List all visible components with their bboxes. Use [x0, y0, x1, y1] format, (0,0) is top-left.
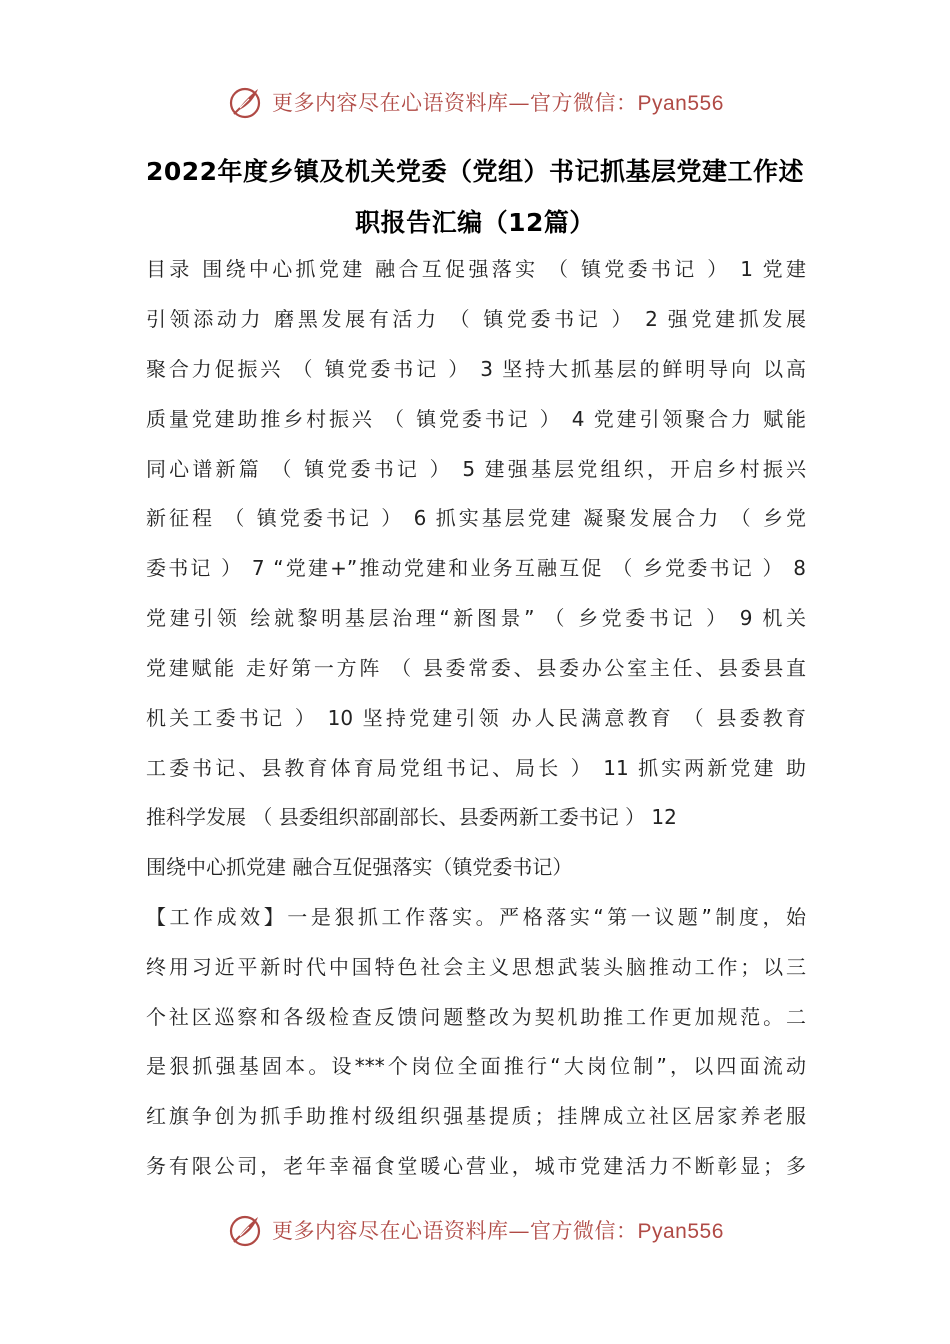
quill-logo-icon [228, 84, 264, 120]
body-text-line: 个社区巡察和各级检查反馈问题整改为契机助推工作更加规范。二 [146, 1005, 806, 1029]
toc-line: 推科学发展 （ 县委组织部副部长、县委两新工委书记 ） 12 [146, 805, 677, 829]
toc-line: 新征程 （ 镇党委书记 ） 6 抓实基层党建 凝聚发展合力 （ 乡党 [146, 506, 806, 530]
body-text-line: 终用习近平新时代中国特色社会主义思想武装头脑推动工作；以三 [146, 955, 806, 979]
watermark-banner-top [228, 82, 724, 122]
wechat-id: Pyan556 [637, 1220, 724, 1243]
toc-line: 质量党建助推乡村振兴 （ 镇党委书记 ） 4 党建引领聚合力 赋能 [146, 407, 806, 431]
wechat-id: Pyan556 [637, 92, 724, 115]
toc-line: 工委书记、县教育体育局党组书记、局长 ） 11 抓实两新党建 助 [146, 756, 806, 780]
body-text-line: 【工作成效】一是狠抓工作落实。严格落实“第一议题”制度，始 [146, 905, 806, 929]
body-text-line: 务有限公司，老年幸福食堂暖心营业，城市党建活力不断彰显；多 [146, 1154, 806, 1178]
toc-line: 委书记 ） 7 “党建+”推动党建和业务互融互促 （ 乡党委书记 ） 8 [146, 556, 806, 580]
watermark-label: 更多内容尽在心语资料库—官方微信： [272, 1219, 638, 1243]
toc-line: 党建赋能 走好第一方阵 （ 县委常委、县委办公室主任、县委县直 [146, 656, 806, 680]
toc-line: 机关工委书记 ） 10 坚持党建引领 办人民满意教育 （ 县委教育 [146, 706, 806, 730]
toc-line: 党建引领 绘就黎明基层治理“新图景” （ 乡党委书记 ） 9 机关 [146, 606, 806, 630]
document-title-line-2: 职报告汇编（12篇） [355, 208, 595, 237]
watermark-text [272, 87, 724, 117]
toc-line: 目录 围绕中心抓党建 融合互促强落实 （ 镇党委书记 ） 1 党建 [146, 257, 806, 281]
watermark-banner-bottom [228, 1210, 724, 1250]
toc-line: 聚合力促振兴 （ 镇党委书记 ） 3 坚持大抓基层的鲜明导向 以高 [146, 357, 806, 381]
body-text-line: 是狠抓强基固本。设***个岗位全面推行“大岗位制”，以四面流动 [146, 1054, 806, 1078]
toc-line: 同心谱新篇 （ 镇党委书记 ） 5 建强基层党组织，开启乡村振兴 [146, 457, 806, 481]
section-heading: 围绕中心抓党建 融合互促强落实（镇党委书记） [146, 855, 573, 879]
toc-line: 引领添动力 磨黑发展有活力 （ 镇党委书记 ） 2 强党建抓发展 [146, 307, 806, 331]
watermark-label: 更多内容尽在心语资料库—官方微信： [272, 91, 638, 115]
document-title-line-1: 2022年度乡镇及机关党委（党组）书记抓基层党建工作述 [145, 157, 805, 186]
watermark-text [272, 1215, 724, 1245]
quill-logo-icon [228, 1212, 264, 1248]
body-text-line: 红旗争创为抓手助推村级组织强基提质；挂牌成立社区居家养老服 [146, 1104, 806, 1128]
